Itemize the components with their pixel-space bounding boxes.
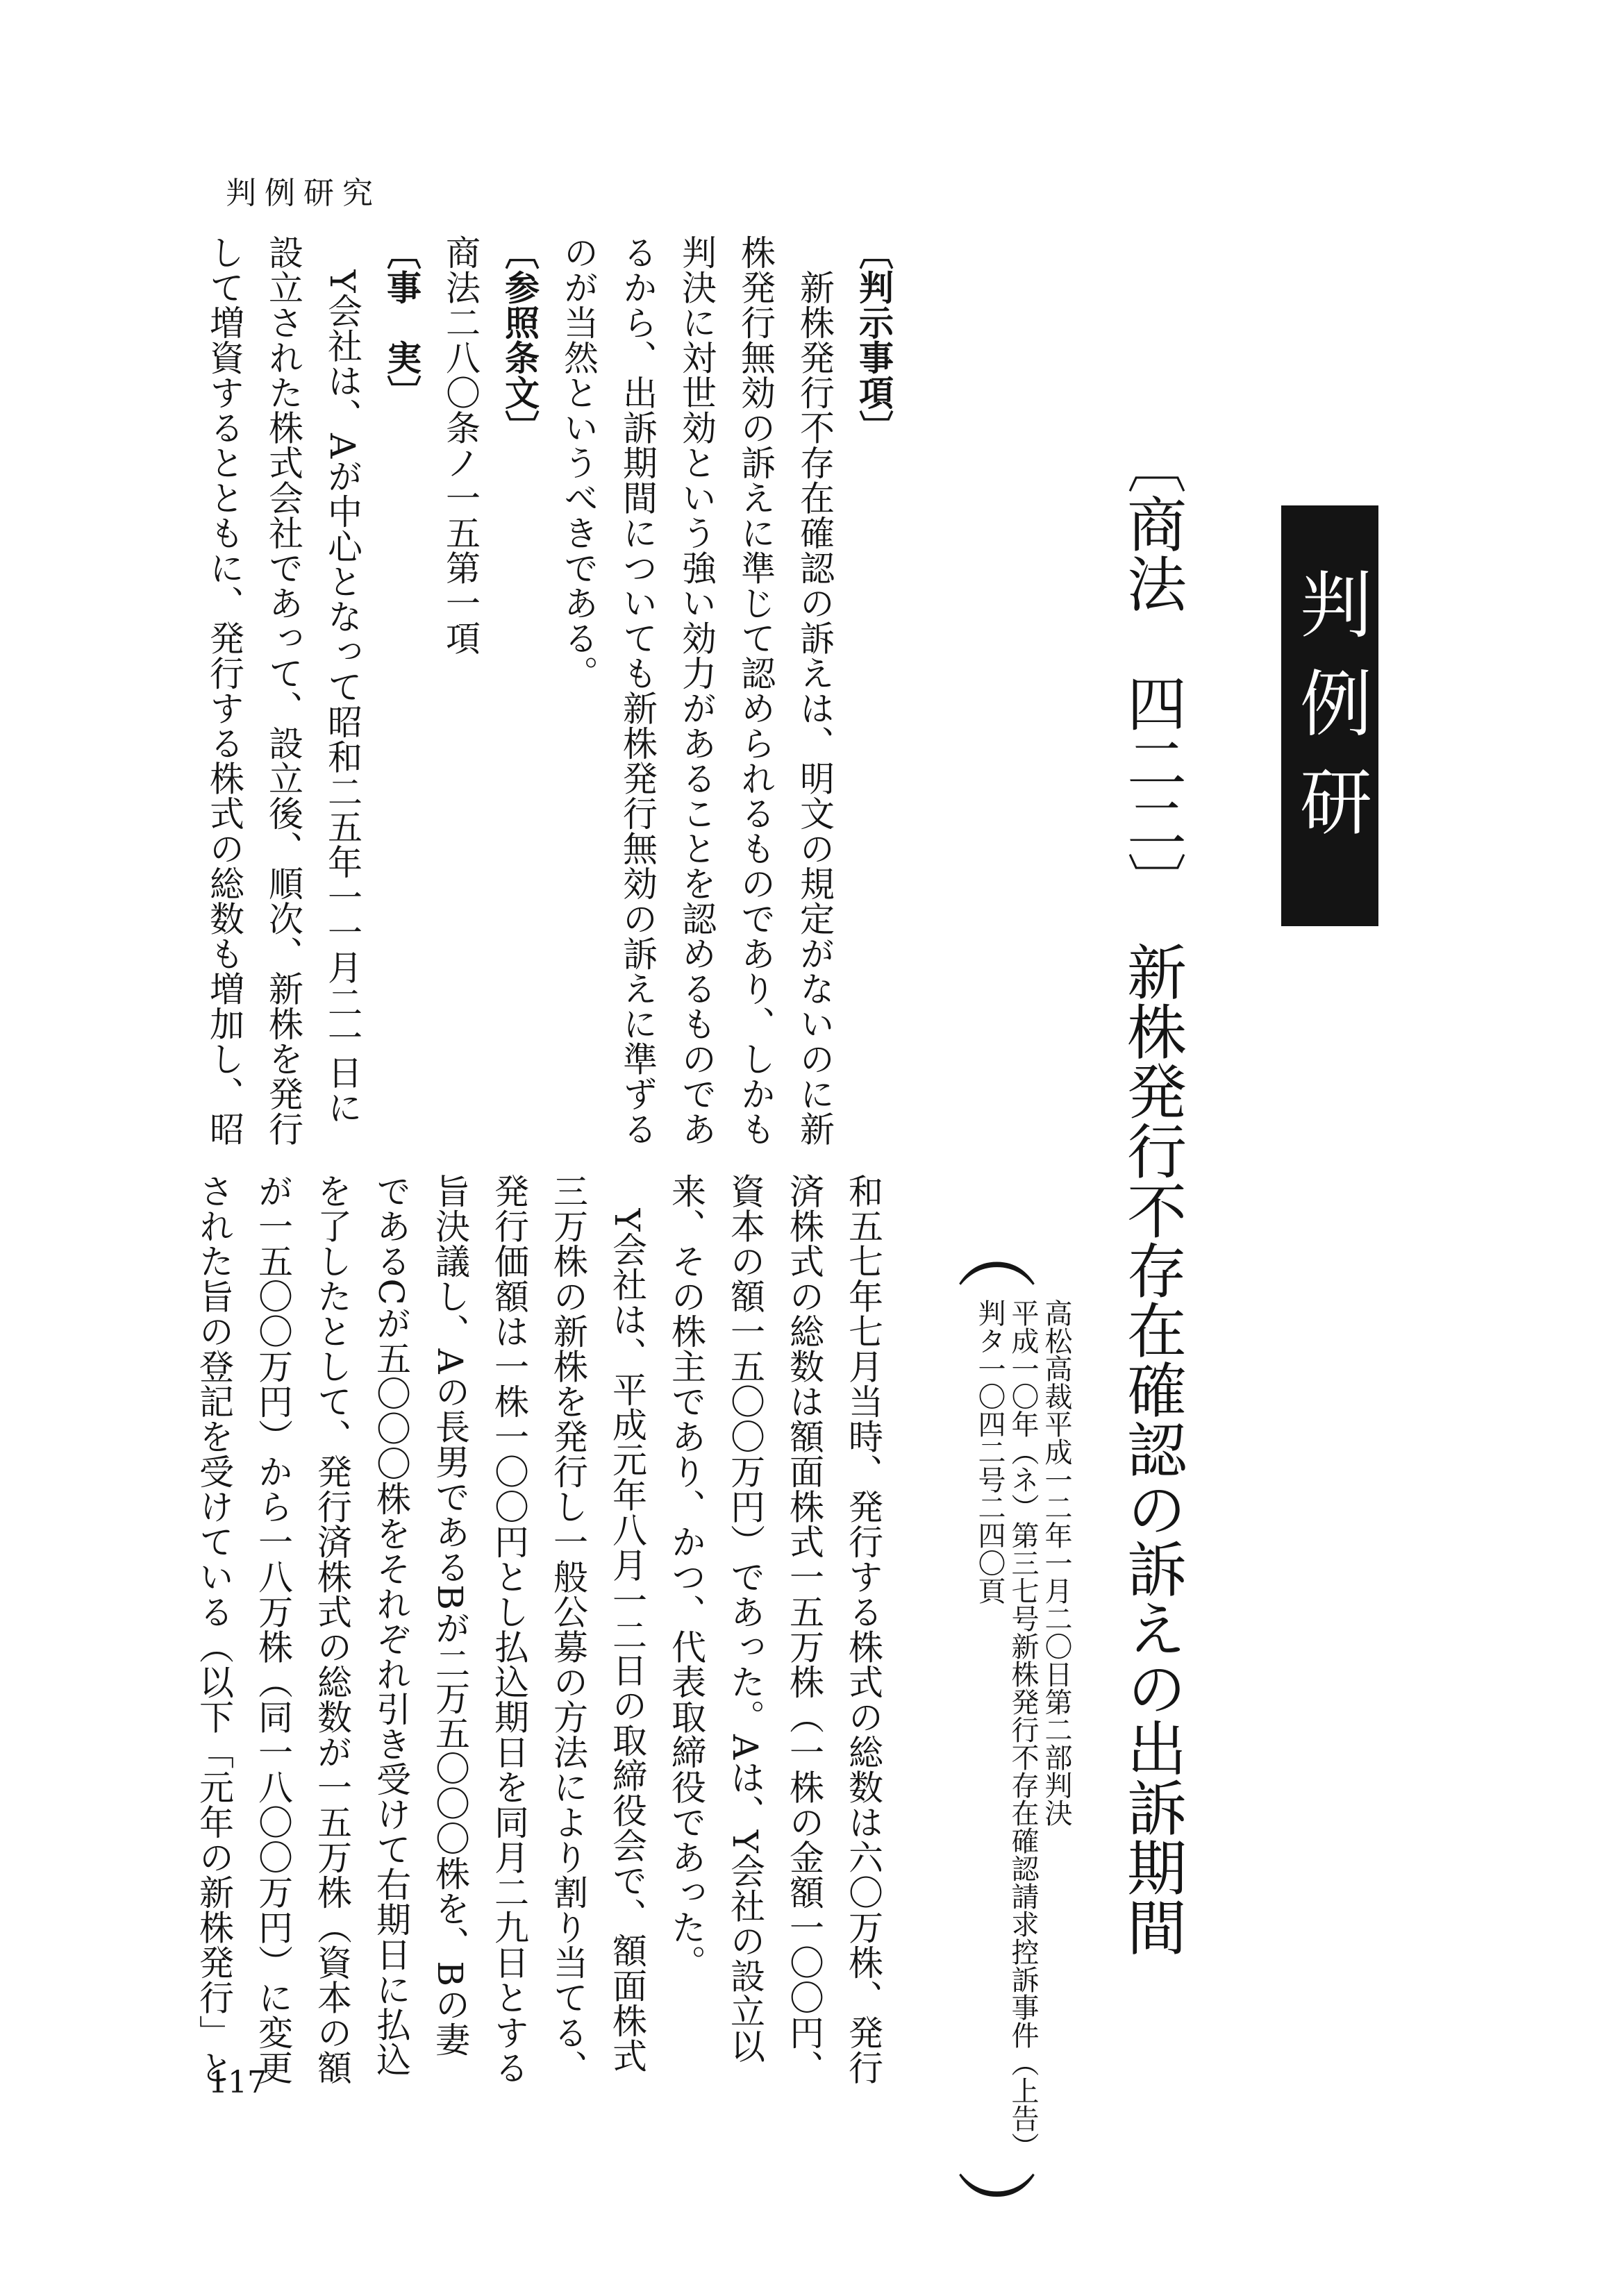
text-column: 発行価額は一株一〇〇円とし払込期日を同月二九日とする (489, 1173, 529, 2085)
text-column: であるCが五〇〇〇株をそれぞれ引き受けて右期日に払込 (371, 1173, 411, 2077)
text-column: が一五〇〇万円）から一八万株（同一八〇〇万円）に変更 (253, 1173, 293, 2085)
article-title: 〔商法 四二二〕 新株発行不存在確認の訴えの出訴期間 (1117, 434, 1186, 1956)
text-column: 株発行無効の訴えに準じて認められるものであり、しかも (735, 235, 776, 1146)
lower-text-block (184, 1173, 892, 2085)
text-column: Y会社は、平成元年八月一二日の取締役会で、額面株式 (607, 1173, 647, 2074)
text-column: 判決に対世効という強い効力があることを認めるものであ (676, 235, 717, 1146)
court-citation-line: 判タ一〇四二号二四〇頁 (974, 1298, 1006, 1604)
text-column: るから、出訴期間についても新株発行無効の訴えに準ずる (617, 235, 658, 1146)
text-column: のが当然というべきである。 (558, 235, 599, 691)
text-column: 和五七年七月当時、発行する株式の総数は六〇万株、発行 (843, 1173, 883, 2085)
court-citation-line: 高松高裁平成一二年一月二〇日第二部判決 (1040, 1298, 1072, 1827)
section-label-box (1190, 505, 1378, 926)
text-column: 済株式の総数は額面株式一五万株（一株の金額一〇〇円、 (784, 1173, 824, 2085)
court-citation-close-paren: ） (943, 2168, 1037, 2249)
text-column: 三万株の新株を発行し一般公募の方法により割り当てる、 (548, 1173, 588, 2085)
court-citation-lines (973, 1299, 1073, 2160)
court-citation (937, 1209, 1073, 2249)
text-column: 新株発行不存在確認の訴えは、明文の規定がないのに新 (794, 235, 835, 1146)
text-column: 商法二八〇条ノ一五第一項 (440, 235, 481, 655)
text-column: 旨決議し、Aの長男であるBが二万五〇〇〇株を、Bの妻 (430, 1173, 470, 2057)
text-column: して増資するとともに、発行する株式の総数も増加し、昭 (204, 235, 244, 1146)
heading-facts: 〔事 実〕 (381, 235, 422, 410)
section-label: 判例研究 (1190, 567, 1372, 863)
text-column: 来、その株主であり、かつ、代表取締役であった。 (666, 1173, 706, 1980)
text-column: された旨の登記を受けている（以下「元年の新株発行」と (194, 1173, 234, 2085)
upper-text-block (194, 235, 903, 1146)
page-number: 117 (208, 2065, 267, 2100)
text-column: 資本の額一五〇〇万円）であった。Aは、Y会社の設立以 (725, 1173, 765, 2064)
court-citation-open-paren: （ (943, 1209, 1037, 1290)
text-column: を了したとして、発行済株式の総数が一五万株（資本の額 (312, 1173, 352, 2085)
text-column: Y会社は、Aが中心となって昭和二五年一一月二一日に (322, 235, 362, 1125)
heading-reference-articles: 〔参照条文〕 (499, 235, 540, 445)
heading-holding: 〔判示事項〕 (853, 235, 894, 445)
court-citation-line: 平成一〇年（ネ）第三七号新株発行不存在確認請求控訴事件（上告） (1007, 1298, 1039, 2160)
running-header: 判例研究 (226, 176, 381, 211)
text-column: 設立された株式会社であって、設立後、順次、新株を発行 (263, 235, 303, 1146)
